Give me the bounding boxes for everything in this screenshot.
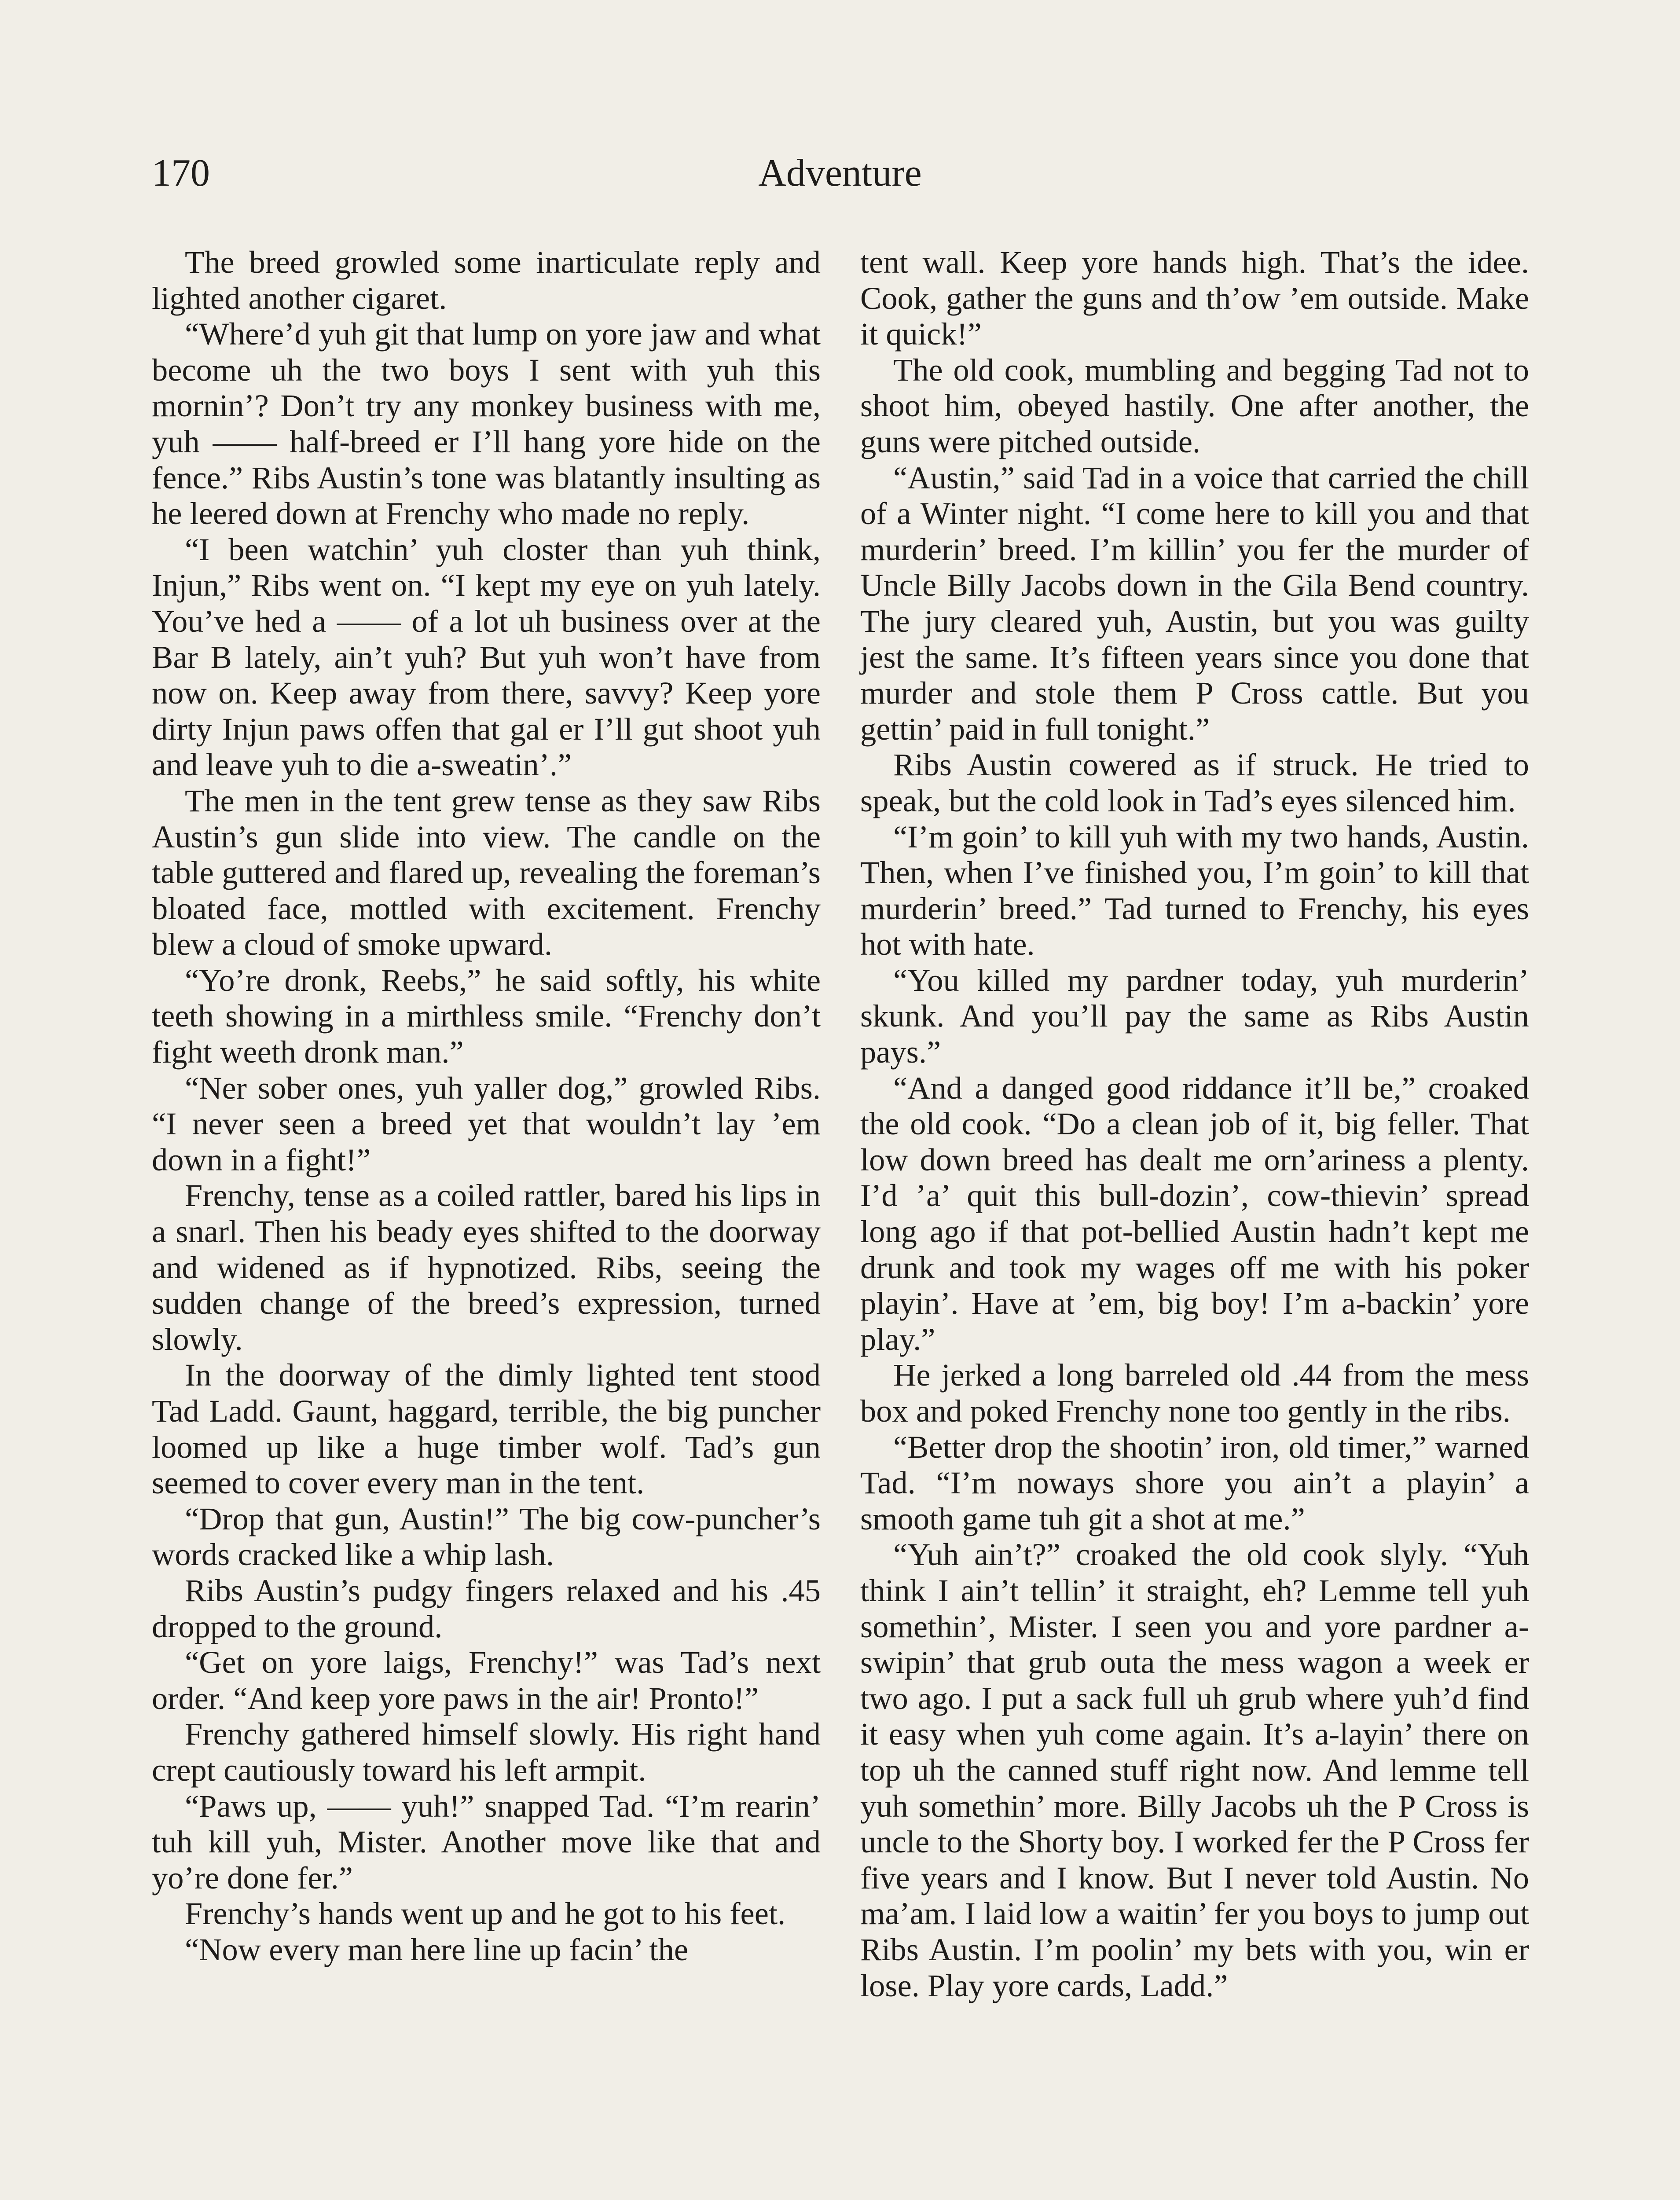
page-number: 170 bbox=[152, 152, 210, 194]
paragraph: Frenchy gathered himself slowly. His right hand crept cautiously toward his left armpit. bbox=[152, 1716, 821, 1788]
left-column bbox=[152, 244, 821, 1968]
paragraph: Frenchy’s hands went up and he got to his feet. bbox=[185, 1896, 786, 1932]
paragraph: Frenchy, tense as a coiled rattler, bared his lips in a snarl. Then his beady eyes shifted to the doorway and widened as if hypnotized. Ribs, seeing the sudden change of the breed’s expression, turned slowly. bbox=[152, 1177, 821, 1357]
paragraph: In the doorway of the dimly lighted tent stood Tad Ladd. Gaunt, haggard, terrible, the big puncher loomed up like a huge timber wolf. Tad’s gun seemed to cover every man in the tent. bbox=[152, 1357, 821, 1501]
right-column bbox=[860, 244, 1529, 2003]
paragraph: Ribs Austin’s pudgy fingers relaxed and his .45 dropped to the ground. bbox=[152, 1572, 821, 1644]
paragraph: “Where’d yuh git that lump on yore jaw and what become uh the two boys I sent with yuh this mornin’? Don’t try any monkey business with me, yuh —— half-breed er I’ll hang yore hide on the fence.” Ribs Austin’s tone was blatantly insulting as he leered down at Frenchy who made no reply. bbox=[152, 316, 821, 532]
paragraph: “Austin,” said Tad in a voice that carried the chill of a Winter night. “I come here to kill you and that murderin’ breed. I’m killin’ you fer the murder of Uncle Billy Jacobs down in the Gila Bend country. The jury cleared yuh, Austin, but you was guilty jest the same. It’s fifteen years since you done that murder and stole them P Cross cattle. But you gettin’ paid in full tonight.” bbox=[860, 459, 1529, 747]
paragraph: The old cook, mumbling and begging Tad not to shoot him, obeyed hastily. One after another, the guns were pitched outside. bbox=[860, 352, 1529, 459]
paragraph: “I been watchin’ yuh closter than yuh think, Injun,” Ribs went on. “I kept my eye on yuh lately. You’ve hed a —— of a lot uh business over at the Bar B lately, ain’t yuh? But yuh won’t have from now on. Keep away from there, savvy? Keep yore dirty Injun paws offen that gal er I’ll gut shoot yuh and leave yuh to die a-sweatin’.” bbox=[152, 531, 821, 783]
paragraph: “Now every man here line up facin’ the bbox=[185, 1931, 689, 1967]
paragraph: He jerked a long barreled old .44 from the mess box and poked Frenchy none too gently in the ribs. bbox=[860, 1357, 1529, 1429]
paragraph: “You killed my pardner today, yuh murderin’ skunk. And you’ll pay the same as Ribs Austin pays.” bbox=[860, 962, 1529, 1070]
paragraph: Ribs Austin cowered as if struck. He tried to speak, but the cold look in Tad’s eyes silenced him. bbox=[860, 747, 1529, 818]
paragraph: “Paws up, —— yuh!” snapped Tad. “I’m rearin’ tuh kill yuh, Mister. Another move like that and yo’re done fer.” bbox=[152, 1788, 821, 1896]
paragraph: “Get on yore laigs, Frenchy!” was Tad’s next order. “And keep yore paws in the air! Pronto!” bbox=[152, 1644, 821, 1716]
continued-paragraph: tent wall. Keep yore hands high. That’s the idee. Cook, gather the guns and th’ow ’em outside. Make it quick!” bbox=[860, 244, 1529, 352]
paragraph: “Better drop the shootin’ iron, old timer,” warned Tad. “I’m noways shore you ain’t a playin’ a smooth game tuh git a shot at me.” bbox=[860, 1429, 1529, 1536]
paragraph: “And a danged good riddance it’ll be,” croaked the old cook. “Do a clean job of it, big feller. That low down breed has dealt me orn’ariness a plenty. I’d ’a’ quit this bull-dozin’, cow-thievin’ spread long ago if that pot-bellied Austin hadn’t kept me drunk and took my wages off me with his poker playin’. Have at ’em, big boy! I’m a-backin’ yore play.” bbox=[860, 1070, 1529, 1357]
paragraph: “I’m goin’ to kill yuh with my two hands, Austin. Then, when I’ve finished you, I’m goin’ to kill that murderin’ breed.” Tad turned to Frenchy, his eyes hot with hate. bbox=[860, 818, 1529, 962]
paragraph: “Ner sober ones, yuh yaller dog,” growled Ribs. “I never seen a breed yet that wouldn’t lay ’em down in a fight!” bbox=[152, 1070, 821, 1177]
paragraph: The breed growled some inarticulate reply and lighted another cigaret. bbox=[152, 244, 821, 316]
paragraph: “Yo’re dronk, Reebs,” he said softly, his white teeth showing in a mirthless smile. “Frenchy don’t fight weeth dronk man.” bbox=[152, 962, 821, 1070]
paragraph: “Yuh ain’t?” croaked the old cook slyly. “Yuh think I ain’t tellin’ it straight, eh? Lemme tell yuh somethin’, Mister. I seen you and yore pardner a-swipin’ that grub outa the mess wagon a week er two ago. I put a sack full uh grub where yuh’d find it easy when yuh come again. It’s a-layin’ there on top uh the canned stuff right now. And lemme tell yuh somethin’ more. Billy Jacobs uh the P Cross is uncle to the Shorty boy. I worked fer the P Cross fer five years and I know. But I never told Austin. No ma’am. I laid low a waitin’ fer you boys to jump out Ribs Austin. I’m poolin’ my bets with you, win er lose. Play yore cards, Ladd.” bbox=[860, 1536, 1529, 2003]
paragraph: “Drop that gun, Austin!” The big cow-puncher’s words cracked like a whip lash. bbox=[152, 1500, 821, 1573]
paragraph: The men in the tent grew tense as they saw Ribs Austin’s gun slide into view. The candle on the table guttered and flared up, revealing the foreman’s bloated face, mottled with excitement. Frenchy blew a cloud of smoke upward. bbox=[152, 782, 821, 962]
running-head-title: Adventure bbox=[758, 152, 922, 194]
